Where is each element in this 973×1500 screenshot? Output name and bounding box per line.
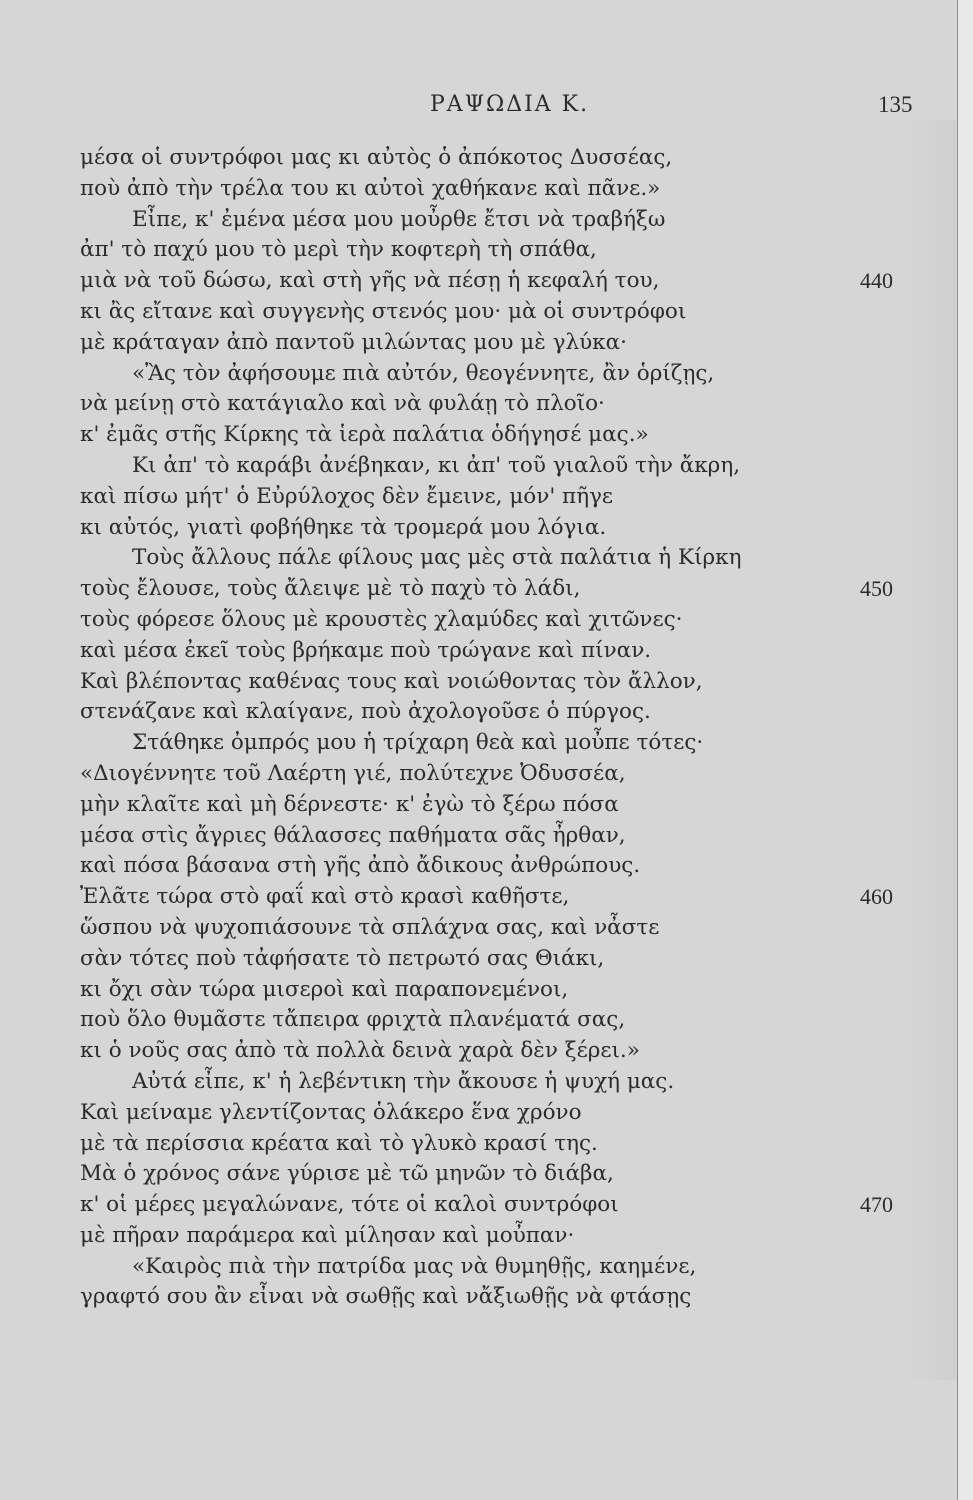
verse-line [80, 359, 920, 390]
verse-text: μιὰ νὰ τοῦ δώσω, καὶ στὴ γῆς νὰ πέσῃ ἡ κεφαλή του, [80, 268, 660, 294]
poem-text [80, 143, 920, 1313]
verse-line [80, 1190, 920, 1221]
verse-text: γραφτό σου ἂν εἶναι νὰ σωθῇς καὶ νἄξιωθῇς νὰ φτάσῃς [80, 1284, 692, 1310]
verse-line [80, 328, 920, 359]
verse-line [80, 389, 920, 420]
verse-text: «Καιρὸς πιὰ τὴν πατρίδα μας νὰ θυμηθῇς, καημένε, [132, 1253, 697, 1279]
verse-line [80, 790, 920, 821]
verse-line [80, 667, 920, 698]
verse-line [80, 913, 920, 944]
verse-line [80, 1005, 920, 1036]
verse-text: στενάζανε καὶ κλαίγανε, ποὺ ἀχολογοῦσε ὁ πύργος. [80, 699, 651, 725]
verse-text: Καὶ βλέποντας καθένας τους καὶ νοιώθοντας τὸν ἄλλον, [80, 668, 703, 694]
verse-text: μὲ κράταγαν ἀπὸ παντοῦ μιλώντας μου μὲ γλύκα· [80, 329, 627, 355]
verse-text: Τοὺς ἄλλους πάλε φίλους μας μὲς στὰ παλάτια ἡ Κίρκη [132, 545, 742, 571]
verse-line [80, 574, 920, 605]
running-title: ΡΑΨΩΔΙΑ Κ. [430, 92, 590, 117]
verse-line [80, 451, 920, 482]
verse-text: «Διογέννητε τοῦ Λαέρτη γιέ, πολύτεχνε Ὀδυσσέα, [80, 760, 626, 786]
line-number: 450 [860, 576, 893, 602]
verse-text: ὥσπου νὰ ψυχοπιάσουνε τὰ σπλάχνα σας, καὶ νἆστε [80, 914, 660, 940]
verse-text: Καὶ μείναμε γλεντίζοντας ὁλάκερο ἕνα χρόνο [80, 1099, 582, 1125]
verse-text: Κι ἀπ' τὸ καράβι ἀνέβηκαν, κι ἀπ' τοῦ γιαλοῦ τὴν ἄκρη, [132, 452, 741, 478]
verse-text: ποὺ ὅλο θυμᾶστε τἄπειρα φριχτὰ πλανέματά σας, [80, 1007, 626, 1033]
verse-line [80, 1221, 920, 1252]
verse-line [80, 143, 920, 174]
verse-text: καὶ πίσω μήτ' ὁ Εὐρύλοχος δὲν ἔμεινε, μόν' πῆγε [80, 483, 614, 509]
verse-text: μὴν κλαῖτε καὶ μὴ δέρνεστε· κ' ἐγὼ τὸ ξέρω πόσα [80, 791, 619, 817]
verse-text: κ' ἐμᾶς στῆς Κίρκης τὰ ἱερὰ παλάτια ὁδήγησέ μας.» [80, 422, 649, 448]
verse-line [80, 1252, 920, 1283]
verse-text: κι αὐτός, γιατὶ φοβήθηκε τὰ τρομερά μου λόγια. [80, 514, 607, 540]
verse-text: «Ἂς τὸν ἀφήσουμε πιὰ αὐτόν, θεογέννητε, ἂν ὁρίζῃς, [132, 360, 715, 386]
line-number: 440 [860, 268, 893, 294]
verse-line [80, 882, 920, 913]
verse-line [80, 944, 920, 975]
verse-line [80, 266, 920, 297]
verse-line [80, 1036, 920, 1067]
verse-text: Εἶπε, κ' ἐμένα μέσα μου μοὖρθε ἔτσι νὰ τραβήξω [132, 206, 666, 232]
verse-text: κι ἂς εἴτανε καὶ συγγενὴς στενός μου· μὰ οἱ συντρόφοι [80, 298, 687, 324]
verse-line [80, 174, 920, 205]
verse-line [80, 297, 920, 328]
verse-text: τοὺς ἔλουσε, τοὺς ἄλειψε μὲ τὸ παχὺ τὸ λάδι, [80, 576, 581, 602]
verse-text: κ' οἱ μέρες μεγαλώνανε, τότε οἱ καλοὶ συντρόφοι [80, 1192, 619, 1218]
line-number: 470 [860, 1192, 893, 1218]
verse-text: τοὺς φόρεσε ὅλους μὲ κρουστὲς χλαμύδες καὶ χιτῶνες· [80, 606, 683, 632]
line-number: 460 [860, 884, 893, 910]
verse-line [80, 513, 920, 544]
verse-text: καὶ μέσα ἐκεῖ τοὺς βρήκαμε ποὺ τρώγανε καὶ πίναν. [80, 637, 652, 663]
verse-text: κι ὁ νοῦς σας ἀπὸ τὰ πολλὰ δεινὰ χαρὰ δὲν ξέρει.» [80, 1038, 640, 1064]
verse-line [80, 821, 920, 852]
verse-line [80, 975, 920, 1006]
verse-line [80, 205, 920, 236]
page-number: 135 [878, 92, 913, 117]
verse-line [80, 1067, 920, 1098]
verse-line [80, 420, 920, 451]
verse-text: μὲ τὰ περίσσια κρέατα καὶ τὸ γλυκὸ κρασί της. [80, 1130, 598, 1156]
verse-text: καὶ πόσα βάσανα στὴ γῆς ἀπὸ ἄδικους ἀνθρώπους. [80, 853, 641, 879]
verse-line [80, 636, 920, 667]
verse-line [80, 605, 920, 636]
verse-text: Ἐλᾶτε τώρα στὸ φαΐ καὶ στὸ κρασὶ καθῆστε, [80, 884, 570, 910]
next-page-edge [957, 0, 973, 1500]
verse-line [80, 1159, 920, 1190]
verse-line [80, 1129, 920, 1160]
verse-text: Μὰ ὁ χρόνος σάνε γύρισε μὲ τῶ μηνῶν τὸ διάβα, [80, 1161, 614, 1187]
verse-text: νὰ μείνῃ στὸ κατάγιαλο καὶ νὰ φυλάῃ τὸ πλοῖο· [80, 391, 605, 417]
verse-text: ἀπ' τὸ παχύ μου τὸ μερὶ τὴν κοφτερὴ τὴ σπάθα, [80, 237, 597, 263]
verse-line [80, 697, 920, 728]
verse-line [80, 1098, 920, 1129]
verse-line [80, 543, 920, 574]
verse-text: μέσα στὶς ἄγριες θάλασσες παθήματα σᾶς ἦρθαν, [80, 822, 626, 848]
verse-line [80, 728, 920, 759]
verse-line [80, 759, 920, 790]
verse-text: σὰν τότες ποὺ τἀφήσατε τὸ πετρωτό σας Θιάκι, [80, 945, 605, 971]
page-header [0, 92, 958, 122]
verse-line [80, 1282, 920, 1313]
verse-line [80, 235, 920, 266]
verse-line [80, 851, 920, 882]
verse-text: κι ὄχι σὰν τώρα μισεροὶ καὶ παραπονεμένοι, [80, 976, 569, 1002]
verse-text: Στάθηκε ὀμπρός μου ἡ τρίχαρη θεὰ καὶ μοὖπε τότες· [132, 730, 704, 756]
verse-text: Αὐτά εἶπε, κ' ἡ λεβέντικη τὴν ἄκουσε ἡ ψυχή μας. [132, 1068, 675, 1094]
verse-text: μὲ πῆραν παράμερα καὶ μίλησαν καὶ μοὖπαν· [80, 1222, 575, 1248]
verse-line [80, 482, 920, 513]
verse-text: μέσα οἱ συντρόφοι μας κι αὐτὸς ὁ ἀπόκοτος Δυσσέας, [80, 145, 673, 170]
verse-text: ποὺ ἀπὸ τὴν τρέλα του κι αὐτοὶ χαθήκανε καὶ πᾶνε.» [80, 175, 661, 201]
